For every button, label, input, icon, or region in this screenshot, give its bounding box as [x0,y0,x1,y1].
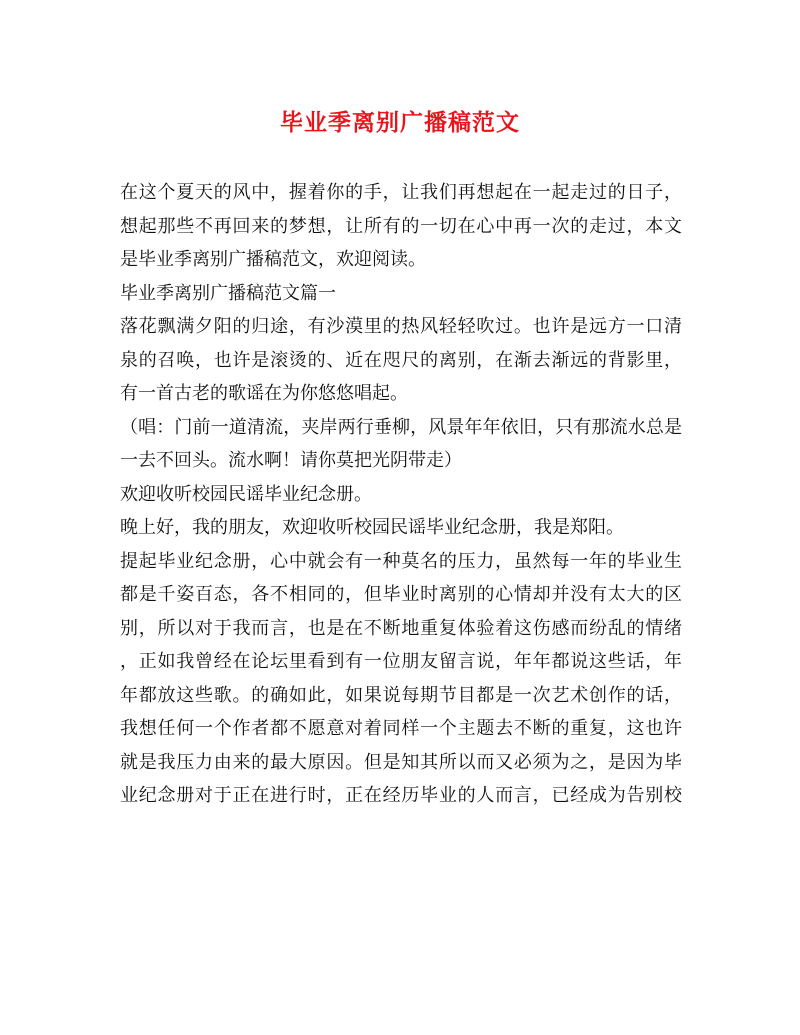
paragraph-line: 年都放这些歌。的确如此，如果说每期节目都是一次艺术创作的话， [120,684,682,706]
paragraph-line: 都是千姿百态，各不相同的，但毕业时离别的心情却并没有太大的区 [120,584,682,605]
paragraph-line: 是毕业季离别广播稿范文，欢迎阅读。 [120,249,426,270]
paragraph-line: 我想任何一个作者都不愿意对着同样一个主题去不断的重复，这也许 [120,718,682,739]
article-body [120,176,682,813]
paragraph-line: 别，所以对于我而言，也是在不断地重复体验着这伤感而纷乱的情绪 [120,617,682,639]
paragraph-line: 有一首古老的歌谣在为你悠悠唱起。 [120,383,408,404]
paragraph-line: 想起那些不再回来的梦想，让所有的一切在心中再一次的走过，本文 [120,215,682,237]
paragraph-line: 泉的召唤，也许是滚烫的、近在咫尺的离别，在渐去渐远的背影里， [120,349,682,371]
paragraph-line: 在这个夏天的风中，握着你的手，让我们再想起在一起走过的日子， [120,182,682,203]
paragraph-line: 就是我压力由来的最大原因。但是知其所以而又必须为之，是因为毕 [120,751,682,773]
paragraph-line: 提起毕业纪念册，心中就会有一种莫名的压力，虽然每一年的毕业生 [120,550,682,572]
paragraph-line: ，正如我曾经在论坛里看到有一位朋友留言说，年年都说这些话，年 [120,651,682,672]
paragraph-line: 落花飘满夕阳的归途，有沙漠里的热风轻轻吹过。也许是远方一口清 [120,316,682,337]
page-title: 毕业季离别广播稿范文 [280,109,520,136]
paragraph-line: 晚上好，我的朋友，欢迎收听校园民谣毕业纪念册，我是郑阳。 [120,517,624,538]
paragraph-line: （唱：门前一道清流，夹岸两行垂柳，风景年年依旧，只有那流水总是 [120,416,682,438]
paragraph-line: 欢迎收听校园民谣毕业纪念册。 [120,483,372,505]
paragraph-line: 一去不回头。流水啊！请你莫把光阴带走） [120,450,462,471]
section-heading: 毕业季离别广播稿范文篇一 [120,282,336,304]
paragraph-line: 业纪念册对于正在进行时，正在经历毕业的人而言，已经成为告别校 [120,785,682,806]
